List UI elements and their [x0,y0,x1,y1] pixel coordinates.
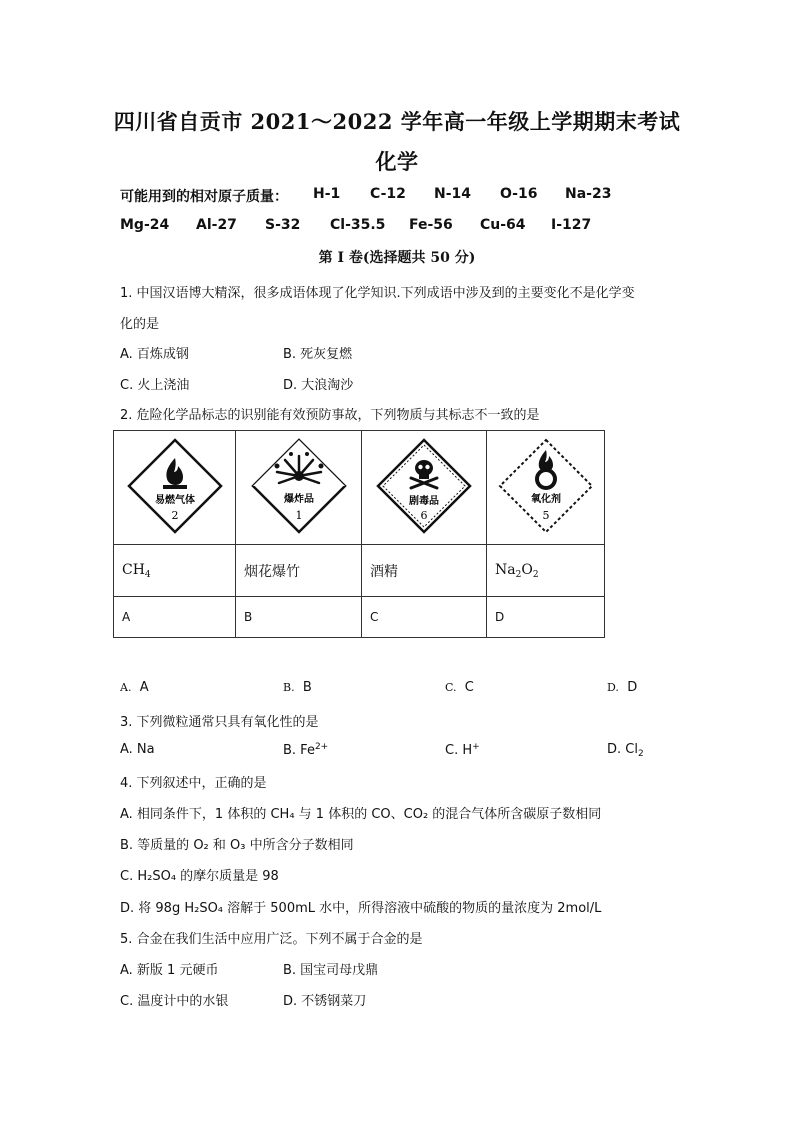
q5-stem: 5. 合金在我们生活中应用广泛。下列不属于合金的是 [120,932,423,947]
section-title: 第 I 卷(选择题共 50 分) [318,250,476,266]
exam-title: 四川省自贡市 2021～2022 学年高一年级上学期期末考试 [113,109,681,134]
skull-icon [374,436,474,536]
sign-3-label: 剧毒品 [409,495,439,507]
sign-3-number: 6 [420,508,428,522]
subject-title: 化学 [375,149,419,174]
sign-4-number: 5 [542,508,549,522]
q4-option-a: A. 相同条件下，1 体积的 CH₄ 与 1 体积的 CO、CO₂ 的混合气体所含碳原子数相同 [120,807,602,822]
q2-option-c: C. C [445,680,474,695]
q3-option-a: A. Na [120,742,155,757]
substance-a: $CH_4$ [114,545,236,597]
q4-option-d: D. 将 98g H₂SO₄ 溶解于 500mL 水中，所得溶液中硫酸的物质的量浓度为 2mol/L [120,901,602,916]
atomic-mass-i: I-127 [551,217,592,233]
q1-stem-line1: 1. 中国汉语博大精深，很多成语体现了化学知识.下列成语中涉及到的主要变化不是化学变 [120,286,635,301]
atomic-mass-label: 可能用到的相对原子质量： [120,189,288,205]
hazard-sign-cell-4 [487,431,605,545]
q4-option-c: C. H₂SO₄ 的摩尔质量是 98 [120,869,279,884]
q4-option-b: B. 等质量的 O₂ 和 O₃ 中所含分子数相同 [120,838,354,853]
q5-option-a: A. 新版 1 元硬币 [120,963,219,978]
hazard-table [113,430,605,638]
hazard-sign-cell-3 [362,431,487,545]
sign-1-label: 易燃气体 [154,494,195,506]
q3-stem: 3. 下列微粒通常只具有氧化性的是 [120,715,319,730]
q2-option-b: B. B [283,680,312,695]
atomic-mass-n: N-14 [434,186,472,202]
atomic-mass-fe: Fe-56 [409,217,453,233]
q2-option-a: A. A [120,680,149,695]
q3-option-c: C. H+ [445,742,480,758]
sign-4-label: 氧化剂 [530,493,561,505]
q1-option-a: A. 百炼成钢 [120,347,189,362]
atomic-mass-s: S-32 [265,217,301,233]
flame-icon [125,436,225,536]
atomic-mass-al: Al-27 [196,217,237,233]
letter-c: C [362,597,487,638]
atomic-mass-c: C-12 [370,186,406,202]
q3-option-b: B. $Fe^{2+}$ [283,742,329,758]
atomic-mass-na: Na-23 [565,186,612,202]
sign-1-number: 2 [171,508,178,522]
hazard-sign-cell-1 [114,431,236,545]
letter-b: B [236,597,362,638]
q1-option-d: D. 大浪淘沙 [283,378,354,393]
q5-option-b: B. 国宝司母戊鼎 [283,963,379,978]
q4-stem: 4. 下列叙述中，正确的是 [120,776,267,791]
atomic-mass-mg: Mg-24 [120,217,170,233]
hazard-sign-cell-2 [236,431,362,545]
substance-b: 烟花爆竹 [236,545,362,597]
substance-c: 酒精 [362,545,487,597]
atomic-mass-cl: Cl-35.5 [330,217,386,233]
q1-option-c: C. 火上浇油 [120,378,190,393]
explosion-icon [249,436,349,536]
sign-2-number: 1 [295,508,302,522]
q2-option-d: D. D [607,680,638,695]
atomic-mass-o: O-16 [500,186,538,202]
atomic-mass-h: H-1 [313,186,341,202]
substance-d: $Na_2O_2$ [487,545,605,597]
q1-stem-line2: 化的是 [120,317,160,332]
atomic-mass-cu: Cu-64 [480,217,526,233]
q3-option-d: D. $Cl_2$ [607,742,644,759]
q1-option-b: B. 死灰复燃 [283,347,353,362]
flame-over-circle-icon [496,436,596,536]
q5-option-d: D. 不锈钢菜刀 [283,994,367,1009]
letter-a: A [114,597,236,638]
q5-option-c: C. 温度计中的水银 [120,994,229,1009]
letter-d: D [487,597,605,638]
sign-2-label: 爆炸品 [283,493,314,505]
q2-stem: 2. 危险化学品标志的识别能有效预防事故，下列物质与其标志不一致的是 [120,408,540,423]
